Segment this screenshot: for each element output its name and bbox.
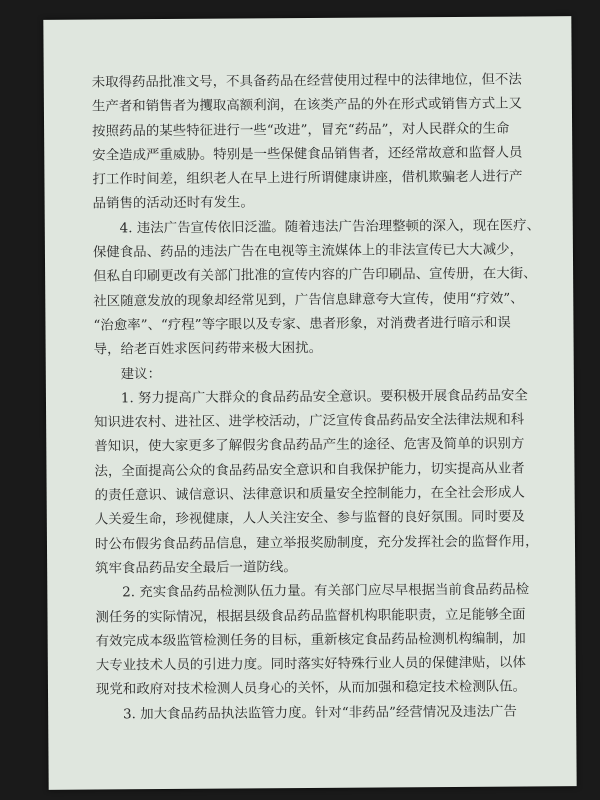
text-line: 有效完成本级监管检测任务的目标，重新核定食品药品检测机构编制，加	[95, 631, 526, 650]
text-line: 但私自印刷更改有关部门批准的宣传内容的广告印刷品、宣传册，在大街、	[93, 266, 537, 285]
text-line: 人关爱生命，珍视健康，人人关注安全、参与监督的良好氛围。同时要及	[94, 509, 525, 528]
text-line: 品销售的活动还时有发生。	[92, 195, 254, 212]
text-line: 导，给老百姓求医问药带来极大困扰。	[93, 341, 323, 358]
text-line: 3. 加大食品药品执法监管力度。针对“非药品”经营情况及违法广告	[96, 704, 517, 723]
text-line: 知识进农村、进社区、进学校活动，广泛宣传食品药品安全法律法规和科	[94, 412, 525, 431]
text-line: 2. 充实食品药品检测队伍力量。有关部门应尽早根据当前食品药品检	[95, 582, 530, 601]
text-line: 现党和政府对技术检测人员身心的关怀，从而加强和稳定技术检测队伍。	[95, 679, 527, 698]
text-line: 打工作时间差，组织老人在早上进行所谓健康讲座，借机欺骗老人进行产	[92, 169, 523, 188]
text-line: 时公布假劣食品药品信息，建立举报奖励制度，充分发挥社会的监督作用，	[94, 534, 539, 553]
document-body	[92, 68, 557, 727]
text-line: 1. 努力提高广大群众的食品药品安全意识。要积极开展食品药品安全	[93, 388, 528, 407]
text-line: 筑牢食品药品安全最后一道防线。	[95, 560, 297, 577]
text-line: 社区随意发放的现象却经常见到，广告信息肆意夸大宣传，使用“疗效”、	[93, 291, 524, 310]
text-line: 大专业技术人员的引进力度。同时落实好特殊行业人员的保健津贴，以体	[95, 655, 526, 674]
text-line: 的责任意识、诚信意识、法律意识和质量安全控制能力，在全社会形成人	[94, 485, 525, 504]
text-line: 未取得药品批准文号，不具备药品在经营使用过程中的法律地位，但不法	[91, 72, 522, 91]
text-line: 测任务的实际情况，根据县级食品药品监督机构职能职责，立足能够全面	[95, 607, 526, 626]
text-line: 法，全面提高公众的食品药品安全意识和自我保护能力，切实提高从业者	[94, 461, 525, 480]
document-page	[43, 16, 576, 790]
text-line: 4. 违法广告宣传依旧泛滥。随着违法广告治理整顿的深入，现在医疗、	[92, 218, 541, 237]
text-line: 安全造成严重威胁。特别是一些保健食品销售者，还经常故意和监督人员	[92, 145, 523, 164]
text-line: 建议：	[93, 366, 162, 383]
text-line: 生产者和销售者为攫取高额利润，在该类产品的外在形式或销售方式上又	[91, 96, 523, 115]
text-line: 普知识，使大家更多了解假劣食品药品产生的途径、危害及简单的识别方	[94, 436, 525, 455]
text-line: “治愈率”、“疗程”等字眼以及专家、患者形象，对消费者进行暗示和误	[93, 315, 511, 334]
text-line: 按照药品的某些特征进行一些“改进”，冒充“药品”，对人民群众的生命	[92, 121, 510, 140]
text-line: 保健食品、药品的违法广告在电视等主流媒体上的非法宣传已大大减少，	[92, 242, 524, 261]
